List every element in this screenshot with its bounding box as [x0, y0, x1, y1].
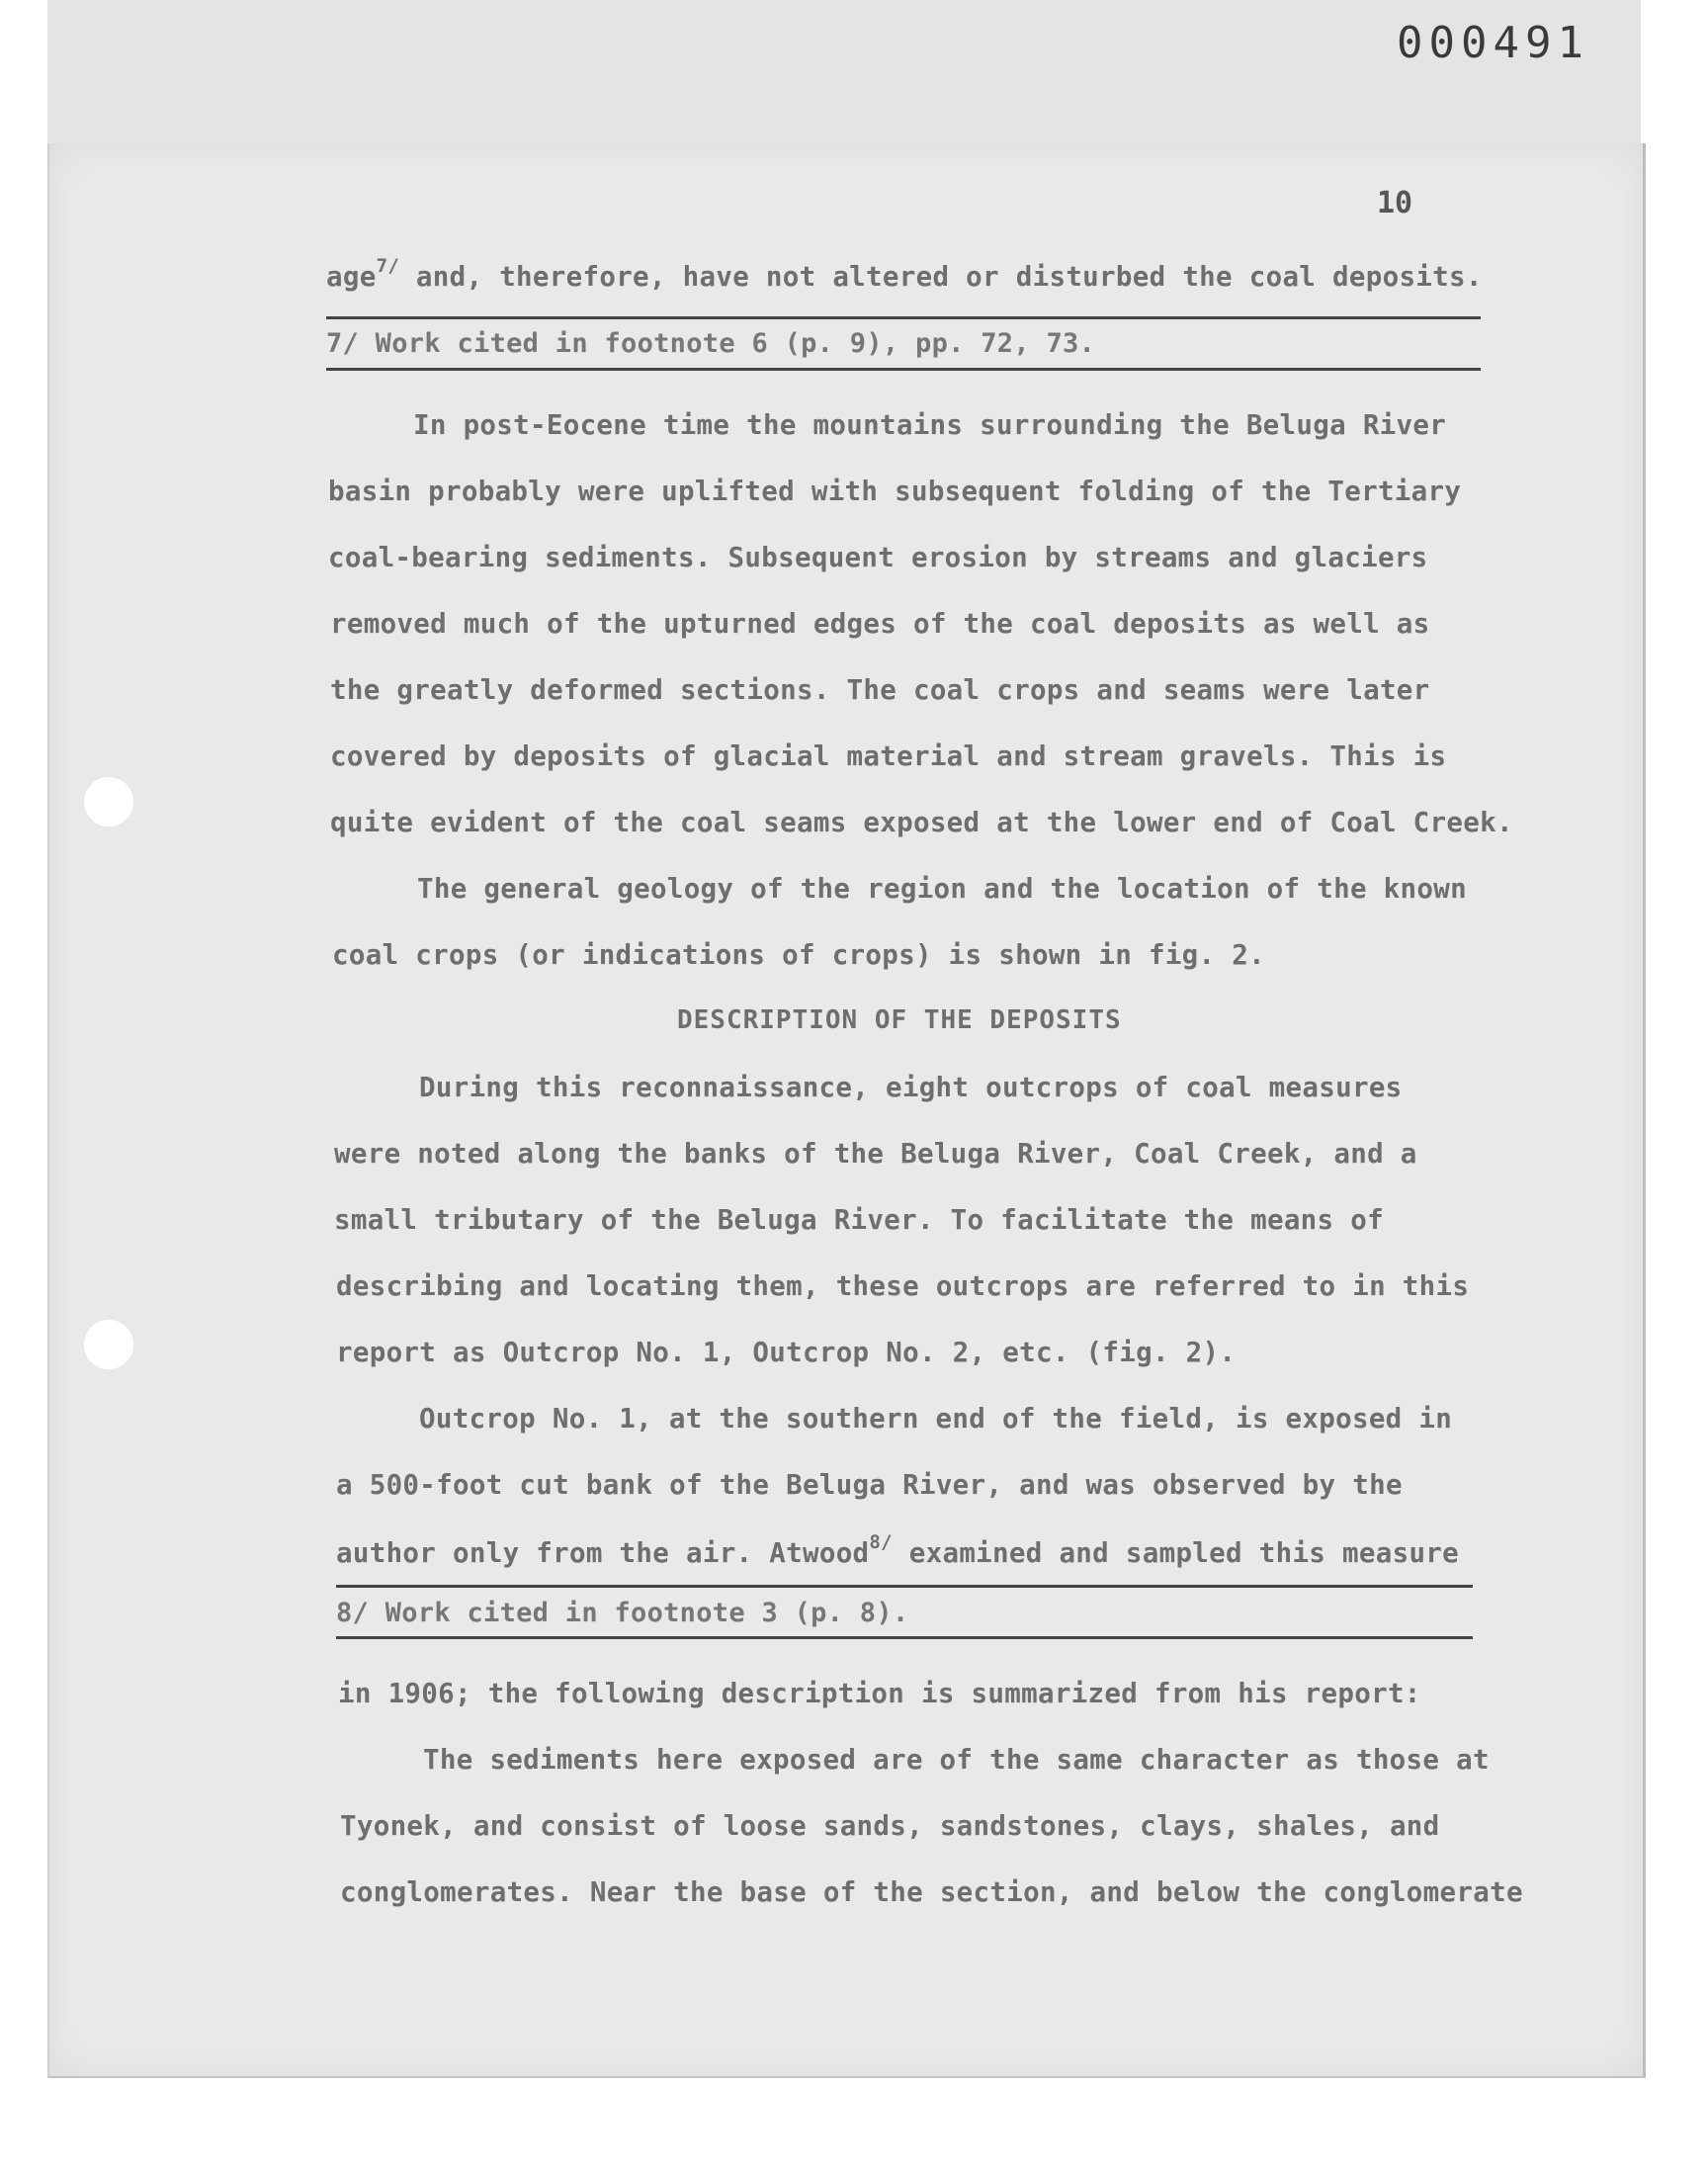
- paragraph-line: [336, 1531, 1460, 1570]
- paragraph-line: Outcrop No. 1, at the southern end of the field, is exposed in: [419, 1403, 1453, 1435]
- paragraph-line: in 1906; the following description is summarized from his report:: [338, 1678, 1421, 1709]
- paragraph-line: The general geology of the region and the location of the known: [417, 873, 1467, 905]
- paragraph-line: covered by deposits of glacial material and stream gravels. This is: [330, 740, 1447, 772]
- footnote-marker: 7/: [326, 328, 360, 359]
- paragraph-line: describing and locating them, these outcrops are referred to in this: [336, 1270, 1470, 1302]
- document-number: 000491: [1397, 18, 1589, 68]
- paragraph-line: coal crops (or indications of crops) is shown in fig. 2.: [332, 939, 1265, 971]
- footnote-rule: [326, 368, 1481, 371]
- paragraph-line: basin probably were uplifted with subsequent folding of the Tertiary: [328, 476, 1462, 507]
- footnote-rule: [326, 316, 1481, 319]
- punch-hole: [84, 1320, 133, 1369]
- footnote-rule: [336, 1636, 1473, 1639]
- text-span: and, therefore, have not altered or disturbed the coal deposits.: [399, 261, 1483, 294]
- paragraph-line: In post-Eocene time the mountains surrounding the Beluga River: [413, 409, 1447, 441]
- paragraph-line: During this reconnaissance, eight outcrops of coal measures: [419, 1072, 1403, 1103]
- footnote-marker: 8/: [336, 1598, 370, 1628]
- paragraph-line: removed much of the upturned edges of the coal deposits as well as: [330, 608, 1430, 640]
- paragraph-line: report as Outcrop No. 1, Outcrop No. 2, etc. (fig. 2).: [336, 1337, 1237, 1368]
- paragraph-line: small tributary of the Beluga River. To facilitate the means of: [334, 1204, 1384, 1236]
- page-number: 10: [1377, 186, 1413, 220]
- paragraph-line: the greatly deformed sections. The coal crops and seams were later: [330, 674, 1430, 706]
- section-heading: DESCRIPTION OF THE DEPOSITS: [677, 1005, 1122, 1035]
- footnote-text: Work cited in footnote 3 (p. 8).: [369, 1598, 909, 1628]
- punch-hole: [84, 777, 133, 826]
- footnote-reference: 7/: [376, 255, 400, 277]
- footnote-reference: 8/: [869, 1531, 893, 1553]
- text-span: examined and sampled this measure: [892, 1537, 1460, 1570]
- paragraph-line: were noted along the banks of the Beluga River, Coal Creek, and a: [334, 1138, 1417, 1170]
- text-line: [326, 255, 1483, 294]
- footnote-text: Work cited in footnote 6 (p. 9), pp. 72, 73.: [359, 328, 1096, 359]
- footnote-rule: [336, 1585, 1473, 1588]
- paragraph-line: Tyonek, and consist of loose sands, sandstones, clays, shales, and: [340, 1810, 1440, 1842]
- text-span: author only from the air. Atwood: [336, 1537, 870, 1570]
- paragraph-line: conglomerates. Near the base of the section, and below the conglomerate: [340, 1876, 1523, 1908]
- footnote-8: [336, 1598, 908, 1628]
- paragraph-line: coal-bearing sediments. Subsequent erosion by streams and glaciers: [328, 542, 1428, 573]
- footnote-7: [326, 328, 1095, 359]
- paragraph-line: The sediments here exposed are of the same character as those at: [423, 1744, 1490, 1776]
- paragraph-line: a 500-foot cut bank of the Beluga River, and was observed by the: [336, 1469, 1403, 1501]
- text-span: age: [326, 261, 377, 294]
- paragraph-line: quite evident of the coal seams exposed at the lower end of Coal Creek.: [330, 807, 1513, 838]
